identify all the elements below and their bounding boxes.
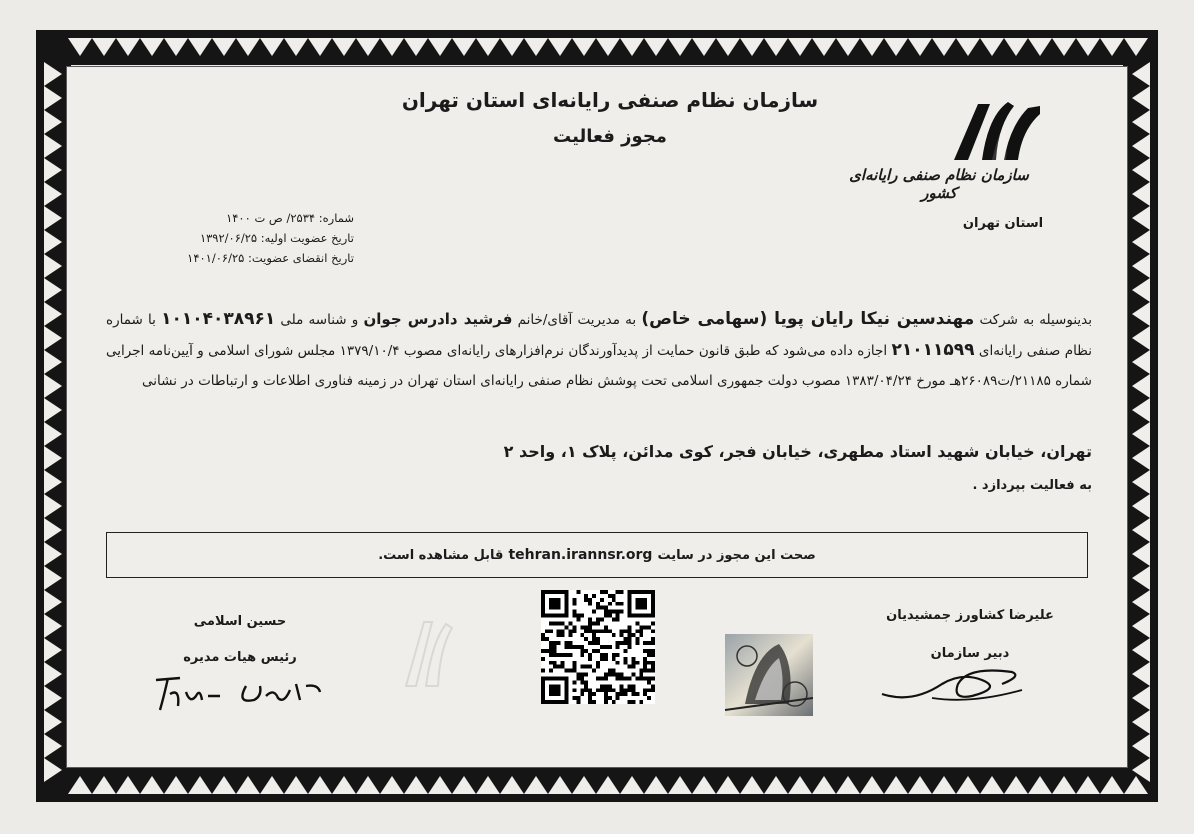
membership-expiry-date: تاریخ انقضای عضویت: ۱۴۰۱/۰۶/۲۵ [187, 251, 354, 265]
logo-province: استان تهران [962, 216, 1044, 231]
certificate-meta [134, 208, 354, 268]
closing-text: به فعالیت بپردازد . [972, 478, 1092, 493]
notice-suffix: قابل مشاهده است. [378, 547, 504, 563]
notice-prefix: صحت این مجوز در سایت [657, 547, 816, 563]
qr-code-icon[interactable] [541, 590, 655, 704]
company-name: مهندسین نیکا رایان پویا (سهامی خاص) [641, 309, 975, 329]
certificate-number: شماره: ۲۵۳۴/ ص ت ۱۴۰۰ [226, 211, 354, 225]
body-intro: بدینوسیله به شرکت [979, 312, 1093, 328]
body-manager-label: به مدیریت آقای/خانم [517, 312, 637, 328]
business-address: تهران، خیابان شهید استاد مطهری، خیابان فجر، کوی مدائن، پلاک ۱، واحد ۲ [503, 442, 1092, 461]
organization-title: سازمان نظام صنفی رایانه‌ای استان تهران [401, 88, 819, 112]
secretary-title: دبیر سازمان [930, 646, 1010, 661]
guild-number: ۲۱۰۱۱۵۹۹ [891, 340, 975, 360]
chairman-title: رئیس هیات مدیره [183, 650, 297, 665]
document-type-title: مجوز فعالیت [553, 126, 667, 147]
certificate-body [106, 304, 1092, 396]
verification-site-link[interactable]: tehran.irannsr.org [508, 547, 653, 563]
verification-notice [106, 532, 1088, 578]
watermark-logo-icon [400, 612, 460, 692]
body-guild-label: با شماره نظام صنفی رایانه‌ای [106, 312, 1093, 359]
organization-logo-icon [948, 96, 1046, 166]
hologram-seal-icon [725, 634, 813, 716]
national-id: ۱۰۱۰۴۰۳۸۹۶۱ [161, 309, 276, 329]
body-permission-text: اجازه داده می‌شود که طبق قانون حمایت از پدیدآورندگان نرم‌افزارهای رایانه‌ای مصوب ۱۳۷۹/۱۰/۴ مجلس شورای اسلامی و آیین‌نامه اجرایی شماره ۲۱۱۸۵/ت۲۶۰۸۹هـ مورخ ۱۳۸۳/۰۴/۲۴ مصوب دولت جمهوری اسلامی تحت پوشش نظام صنفی رایانه‌ای استان تهران در زمینه فناوری اطلاعات و ارتباطات در نشانی [106, 343, 1092, 389]
secretary-name: علیرضا کشاورز جمشیدیان [886, 608, 1054, 623]
initial-membership-date: تاریخ عضویت اولیه: ۱۳۹۲/۰۶/۲۵ [199, 231, 354, 245]
manager-name: فرشید دادرس جوان [363, 310, 513, 328]
chairman-name: حسین اسلامی [193, 614, 287, 629]
logo-organization-name: سازمان نظام صنفی رایانه‌ای کشور [849, 166, 1029, 202]
secretary-signature-icon [872, 654, 1032, 708]
chairman-signature-icon [150, 666, 330, 716]
body-id-label: و شناسه ملی [280, 312, 359, 328]
